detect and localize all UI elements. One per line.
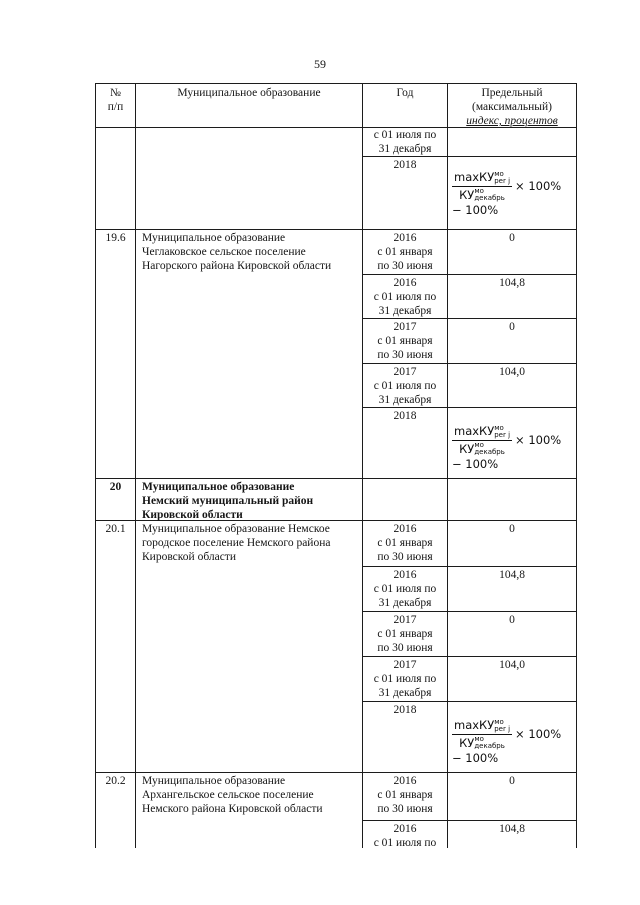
index-formula [452, 718, 576, 765]
formula-sub: per j [494, 176, 511, 185]
formula-denominator: КУ [459, 187, 475, 202]
formula-denominator: КУ [459, 735, 475, 750]
year-text: по 30 июня [377, 260, 433, 272]
formula-times: × 100% [515, 179, 562, 193]
year-text: с 01 января [377, 246, 433, 258]
year-text: 31 декабря [378, 394, 432, 406]
year-text: 2016 [393, 232, 417, 244]
year-text: с 01 января [377, 789, 433, 801]
formula-sup: мо [494, 169, 504, 178]
mo-name [142, 480, 360, 522]
mo-name [142, 774, 360, 816]
formula-sup: мо [474, 441, 484, 449]
year-text: 2017 [393, 614, 417, 626]
header-index-line: (максимальный) [472, 101, 552, 113]
grid-line [362, 407, 577, 408]
grid-line [95, 83, 96, 848]
grid-line [95, 229, 577, 230]
year-text: по 30 июня [377, 551, 433, 563]
header-index [448, 86, 576, 128]
header-num-symbol: № [110, 87, 121, 99]
formula-denominator: КУ [459, 441, 475, 456]
year-cell [363, 822, 447, 850]
year-text: 2016 [393, 823, 417, 835]
year-text: 2017 [393, 659, 417, 671]
mo-line: Муниципальное образование [142, 232, 286, 244]
row-number: 19.6 [105, 232, 126, 244]
year-text: с 01 января [377, 537, 433, 549]
header-index-line: индекс, процентов [466, 115, 558, 127]
year-text: по 30 июня [377, 803, 433, 815]
mo-name [142, 231, 360, 273]
index-value: 0 [509, 775, 515, 787]
mo-line: Архангельское сельское поселение [142, 789, 314, 801]
year-cell: 2018 [393, 159, 417, 171]
formula-minus: − 100% [452, 457, 499, 471]
mo-line: Кировской области [142, 551, 237, 563]
row-number: 20.2 [105, 775, 126, 787]
formula-sub: per j [494, 430, 511, 439]
index-value: 0 [509, 232, 515, 244]
grid-line [447, 83, 448, 848]
grid-line [362, 701, 577, 702]
formula-sup: мо [474, 735, 484, 743]
year-text: 2017 [393, 321, 417, 333]
page-number: 59 [314, 57, 326, 71]
year-text: 2016 [393, 523, 417, 535]
year-text: с 01 января [377, 335, 433, 347]
year-cell [363, 613, 447, 655]
grid-line [362, 363, 577, 364]
year-cell [363, 276, 447, 318]
index-formula [452, 170, 576, 217]
mo-line: Чеглаковское сельское поселение [142, 246, 306, 258]
year-text: 2016 [393, 277, 417, 289]
mo-line: Кировской области [142, 509, 243, 521]
index-value: 0 [509, 614, 515, 626]
year-text: с 01 июля по [373, 129, 437, 141]
header-num [96, 86, 135, 114]
year-text: с 01 июля по [373, 583, 437, 595]
mo-line: городское поселение Немского района [142, 537, 331, 549]
row-number: 20.1 [105, 523, 126, 535]
mo-line: Немского района Кировской области [142, 803, 323, 815]
year-cell [363, 568, 447, 610]
year-text: 2017 [393, 366, 417, 378]
year-text: по 30 июня [377, 349, 433, 361]
grid-line [576, 83, 577, 848]
year-text: 31 декабря [378, 305, 432, 317]
formula-sub: декабрь [474, 448, 505, 456]
formula-sup: мо [474, 187, 484, 195]
row-number: 20 [109, 481, 122, 493]
formula-sup: мо [494, 423, 504, 432]
grid-line [362, 83, 363, 848]
mo-name [142, 522, 360, 564]
year-cell: 2018 [393, 704, 417, 716]
year-text: 2016 [393, 775, 417, 787]
year-text: 31 декабря [378, 143, 432, 155]
grid-line [362, 318, 577, 319]
index-value: 104,8 [499, 569, 525, 581]
grid-line [362, 274, 577, 275]
formula-fraction [452, 424, 512, 456]
index-formula [452, 424, 576, 471]
index-value: 0 [509, 321, 515, 333]
year-text: с 01 июля по [373, 837, 437, 849]
year-cell [363, 365, 447, 407]
index-value: 104,8 [499, 277, 525, 289]
formula-sup: мо [494, 717, 504, 726]
grid-line [135, 83, 136, 848]
year-cell [363, 774, 447, 816]
year-cell [363, 128, 447, 156]
formula-times: × 100% [515, 727, 562, 741]
index-value: 0 [509, 523, 515, 535]
formula-numerator: maxКУ [454, 718, 495, 732]
mo-line: Муниципальное образование [142, 481, 295, 493]
year-text: с 01 июля по [373, 380, 437, 392]
mo-line: Нагорского района Кировской области [142, 260, 332, 272]
mo-line: Муниципальное образование Немское [142, 523, 330, 535]
mo-line: Муниципальное образование [142, 775, 286, 787]
grid-line [95, 772, 577, 773]
formula-fraction [452, 170, 512, 202]
formula-sub: декабрь [474, 742, 505, 750]
index-value: 104,0 [499, 659, 525, 671]
grid-line [362, 156, 577, 157]
year-text: 31 декабря [378, 687, 432, 699]
header-index-line: Предельный [481, 87, 543, 99]
mo-line: Немский муниципальный район [142, 495, 314, 507]
year-cell [363, 320, 447, 362]
year-text: с 01 января [377, 628, 433, 640]
formula-times: × 100% [515, 433, 562, 447]
year-cell [363, 658, 447, 700]
year-text: 2016 [393, 569, 417, 581]
year-text: с 01 июля по [373, 673, 437, 685]
year-cell [363, 522, 447, 564]
index-value: 104,0 [499, 366, 525, 378]
year-text: 31 декабря [378, 597, 432, 609]
formula-numerator: maxКУ [454, 424, 495, 438]
formula-sub: декабрь [474, 194, 505, 202]
header-num-label: п/п [107, 101, 124, 113]
year-text: с 01 июля по [373, 291, 437, 303]
grid-line [362, 820, 577, 821]
formula-numerator: maxКУ [454, 170, 495, 184]
formula-minus: − 100% [452, 751, 499, 765]
formula-fraction [452, 718, 512, 750]
year-cell [363, 231, 447, 273]
index-value: 104,8 [499, 823, 525, 835]
year-cell: 2018 [393, 410, 417, 422]
formula-minus: − 100% [452, 203, 499, 217]
grid-line [95, 478, 577, 479]
grid-line [362, 566, 577, 567]
header-year: Год [396, 87, 414, 99]
grid-line [362, 656, 577, 657]
grid-line [362, 611, 577, 612]
grid-line [95, 83, 577, 84]
header-mo: Муниципальное образование [177, 87, 321, 99]
formula-sub: per j [494, 724, 511, 733]
year-text: по 30 июня [377, 642, 433, 654]
